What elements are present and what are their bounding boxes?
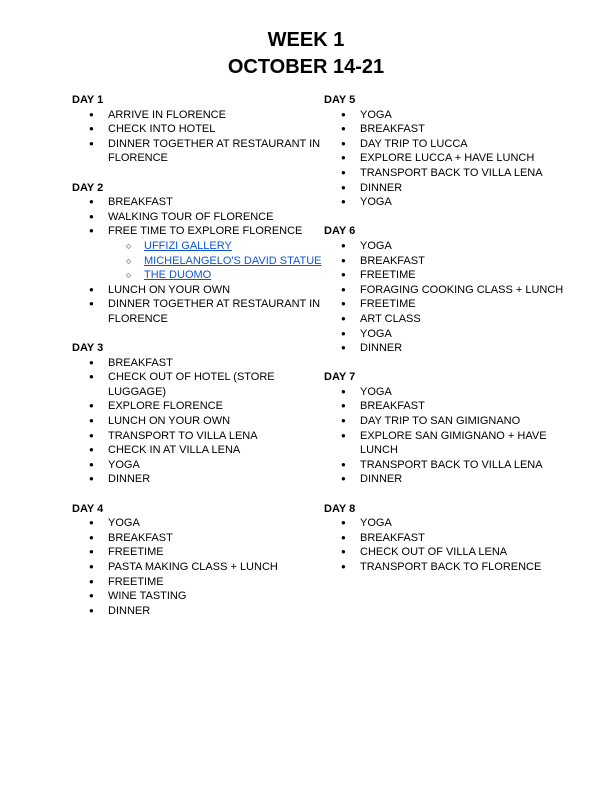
activity-text: BREAKFAST: [108, 531, 173, 544]
day-heading: DAY 1: [72, 94, 104, 106]
activity-item: [72, 297, 332, 326]
day-section-day-1: [72, 93, 332, 166]
activity-text: LUNCH ON YOUR OWN: [108, 283, 231, 296]
day-section-day-8: [324, 502, 584, 575]
activity-text: YOGA: [360, 108, 392, 121]
activity-item: [324, 195, 584, 210]
activity-item: [324, 297, 584, 312]
activity-item: [72, 399, 332, 414]
activity-item: [324, 166, 584, 181]
link-michelangelo-s-david-statue[interactable]: MICHELANGELO'S DAVID STATUE: [144, 254, 322, 267]
day-activity-list: [72, 195, 332, 326]
day-activity-list: [72, 516, 332, 618]
activity-text: CHECK INTO HOTEL: [108, 123, 216, 136]
activity-item: [324, 458, 584, 473]
activity-text: DAY TRIP TO SAN GIMIGNANO: [360, 415, 521, 428]
activity-text: FREETIME: [108, 575, 164, 588]
itinerary-left-column: [72, 93, 332, 633]
activity-text: BREAKFAST: [108, 356, 173, 369]
activity-item: [324, 516, 584, 531]
activity-item: [324, 122, 584, 137]
activity-item: [324, 385, 584, 400]
activity-text: YOGA: [360, 239, 392, 252]
day-activity-list: [324, 516, 584, 574]
activity-item: [72, 122, 332, 137]
activity-text: FORAGING COOKING CLASS + LUNCH: [360, 283, 564, 296]
activity-text: ARRIVE IN FLORENCE: [108, 108, 226, 121]
activity-item: [72, 224, 332, 282]
activity-item: [72, 429, 332, 444]
activity-text: YOGA: [108, 458, 140, 471]
activity-text: BREAKFAST: [360, 400, 425, 413]
sub-activity-item: [108, 239, 332, 254]
activity-text: TRANSPORT BACK TO VILLA LENA: [360, 166, 543, 179]
activity-text: EXPLORE FLORENCE: [108, 400, 223, 413]
activity-text: DINNER: [360, 342, 403, 355]
activity-text: BREAKFAST: [108, 196, 173, 209]
activity-item: [72, 210, 332, 225]
activity-text: DINNER TOGETHER AT RESTAURANT IN FLORENCE: [108, 137, 321, 165]
activity-text: CHECK OUT OF HOTEL (STORE LUGGAGE): [108, 371, 275, 398]
activity-text: BREAKFAST: [360, 531, 425, 544]
activity-item: [324, 283, 584, 298]
activity-item: [72, 560, 332, 575]
activity-item: [324, 239, 584, 254]
activity-item: [72, 575, 332, 590]
day-heading: DAY 2: [72, 181, 104, 194]
activity-text: YOGA: [360, 385, 392, 398]
activity-item: [324, 312, 584, 327]
activity-item: [324, 137, 584, 152]
activity-text: YOGA: [360, 327, 392, 340]
activity-item: [324, 268, 584, 283]
activity-item: [72, 356, 332, 371]
activity-text: DAY TRIP TO LUCCA: [360, 137, 468, 150]
activity-text: YOGA: [360, 196, 392, 209]
activity-text: FREETIME: [360, 269, 416, 282]
sub-activity-item: [108, 268, 332, 283]
activity-item: [72, 531, 332, 546]
activity-text: DINNER TOGETHER AT RESTAURANT IN FLORENCE: [108, 298, 321, 325]
activity-text: YOGA: [360, 517, 392, 530]
page-subtitle-dates: OCTOBER 14-21: [227, 56, 385, 78]
activity-item: [324, 560, 584, 575]
sub-activity-item: [108, 254, 332, 269]
activity-text: EXPLORE SAN GIMIGNANO + HAVE LUNCH: [360, 429, 547, 457]
activity-text: PASTA MAKING CLASS + LUNCH: [108, 561, 278, 573]
activity-item: [72, 370, 332, 399]
activity-text: FREETIME: [360, 298, 416, 311]
link-uffizi-gallery[interactable]: UFFIZI GALLERY: [144, 239, 232, 252]
day-activity-list: [72, 108, 332, 166]
day-section-day-5: [324, 93, 584, 210]
activity-item: [72, 283, 332, 298]
activity-text: WINE TASTING: [108, 590, 187, 603]
activity-text: DINNER: [360, 473, 403, 486]
activity-item: [72, 545, 332, 560]
day-heading: DAY 4: [72, 502, 104, 515]
activity-item: [324, 254, 584, 269]
day-section-day-3: [72, 341, 332, 487]
itinerary-right-column: [324, 93, 584, 589]
day-heading: DAY 6: [324, 225, 356, 238]
activity-item: [324, 531, 584, 546]
activity-text: BREAKFAST: [360, 123, 425, 136]
activity-item: [72, 516, 332, 531]
activity-text: TRANSPORT TO VILLA LENA: [108, 429, 258, 442]
activity-text: ART CLASS: [360, 312, 421, 325]
day-heading: DAY 8: [324, 502, 356, 515]
activity-text: CHECK OUT OF VILLA LENA: [360, 546, 508, 559]
activity-text: YOGA: [108, 517, 140, 530]
activity-item: [324, 399, 584, 414]
day-activity-list: [72, 356, 332, 487]
activity-item: [72, 414, 332, 429]
day-activity-list: [324, 239, 584, 356]
day-section-day-2: [72, 181, 332, 327]
day-section-day-7: [324, 370, 584, 487]
activity-text: FREETIME: [108, 546, 164, 559]
day-section-day-6: [324, 224, 584, 355]
activity-text: EXPLORE LUCCA + HAVE LUNCH: [360, 152, 535, 165]
activity-text: TRANSPORT BACK TO VILLA LENA: [360, 458, 543, 471]
activity-text: TRANSPORT BACK TO FLORENCE: [360, 561, 542, 573]
day-heading: DAY 3: [72, 342, 104, 355]
activity-item: [324, 181, 584, 196]
activity-item: [72, 443, 332, 458]
day-heading: DAY 7: [324, 371, 356, 384]
activity-text: DINNER: [360, 181, 403, 194]
activity-text: BREAKFAST: [360, 254, 425, 267]
sub-activity-list: [108, 239, 332, 283]
activity-item: [72, 458, 332, 473]
day-activity-list: [324, 385, 584, 487]
activity-item: [72, 195, 332, 210]
day-heading: DAY 5: [324, 94, 356, 106]
activity-text: CHECK IN AT VILLA LENA: [108, 444, 241, 457]
activity-item: [324, 429, 584, 458]
activity-item: [72, 472, 332, 487]
activity-text: WALKING TOUR OF FLORENCE: [108, 210, 274, 223]
page-title: WEEK 1: [267, 29, 345, 51]
activity-item: [324, 341, 584, 356]
activity-text: LUNCH ON YOUR OWN: [108, 415, 231, 428]
activity-item: [72, 108, 332, 123]
day-section-day-4: [72, 502, 332, 619]
activity-text: DINNER: [108, 473, 151, 486]
activity-item: [324, 108, 584, 123]
activity-item: [72, 604, 332, 619]
activity-item: [324, 151, 584, 166]
activity-item: [324, 327, 584, 342]
day-activity-list: [324, 108, 584, 210]
activity-text: DINNER: [108, 604, 151, 617]
activity-text: FREE TIME TO EXPLORE FLORENCE: [108, 225, 303, 238]
activity-item: [324, 472, 584, 487]
activity-item: [72, 137, 332, 166]
activity-item: [324, 545, 584, 560]
link-the-duomo[interactable]: THE DUOMO: [144, 269, 212, 282]
activity-item: [324, 414, 584, 429]
activity-item: [72, 589, 332, 604]
